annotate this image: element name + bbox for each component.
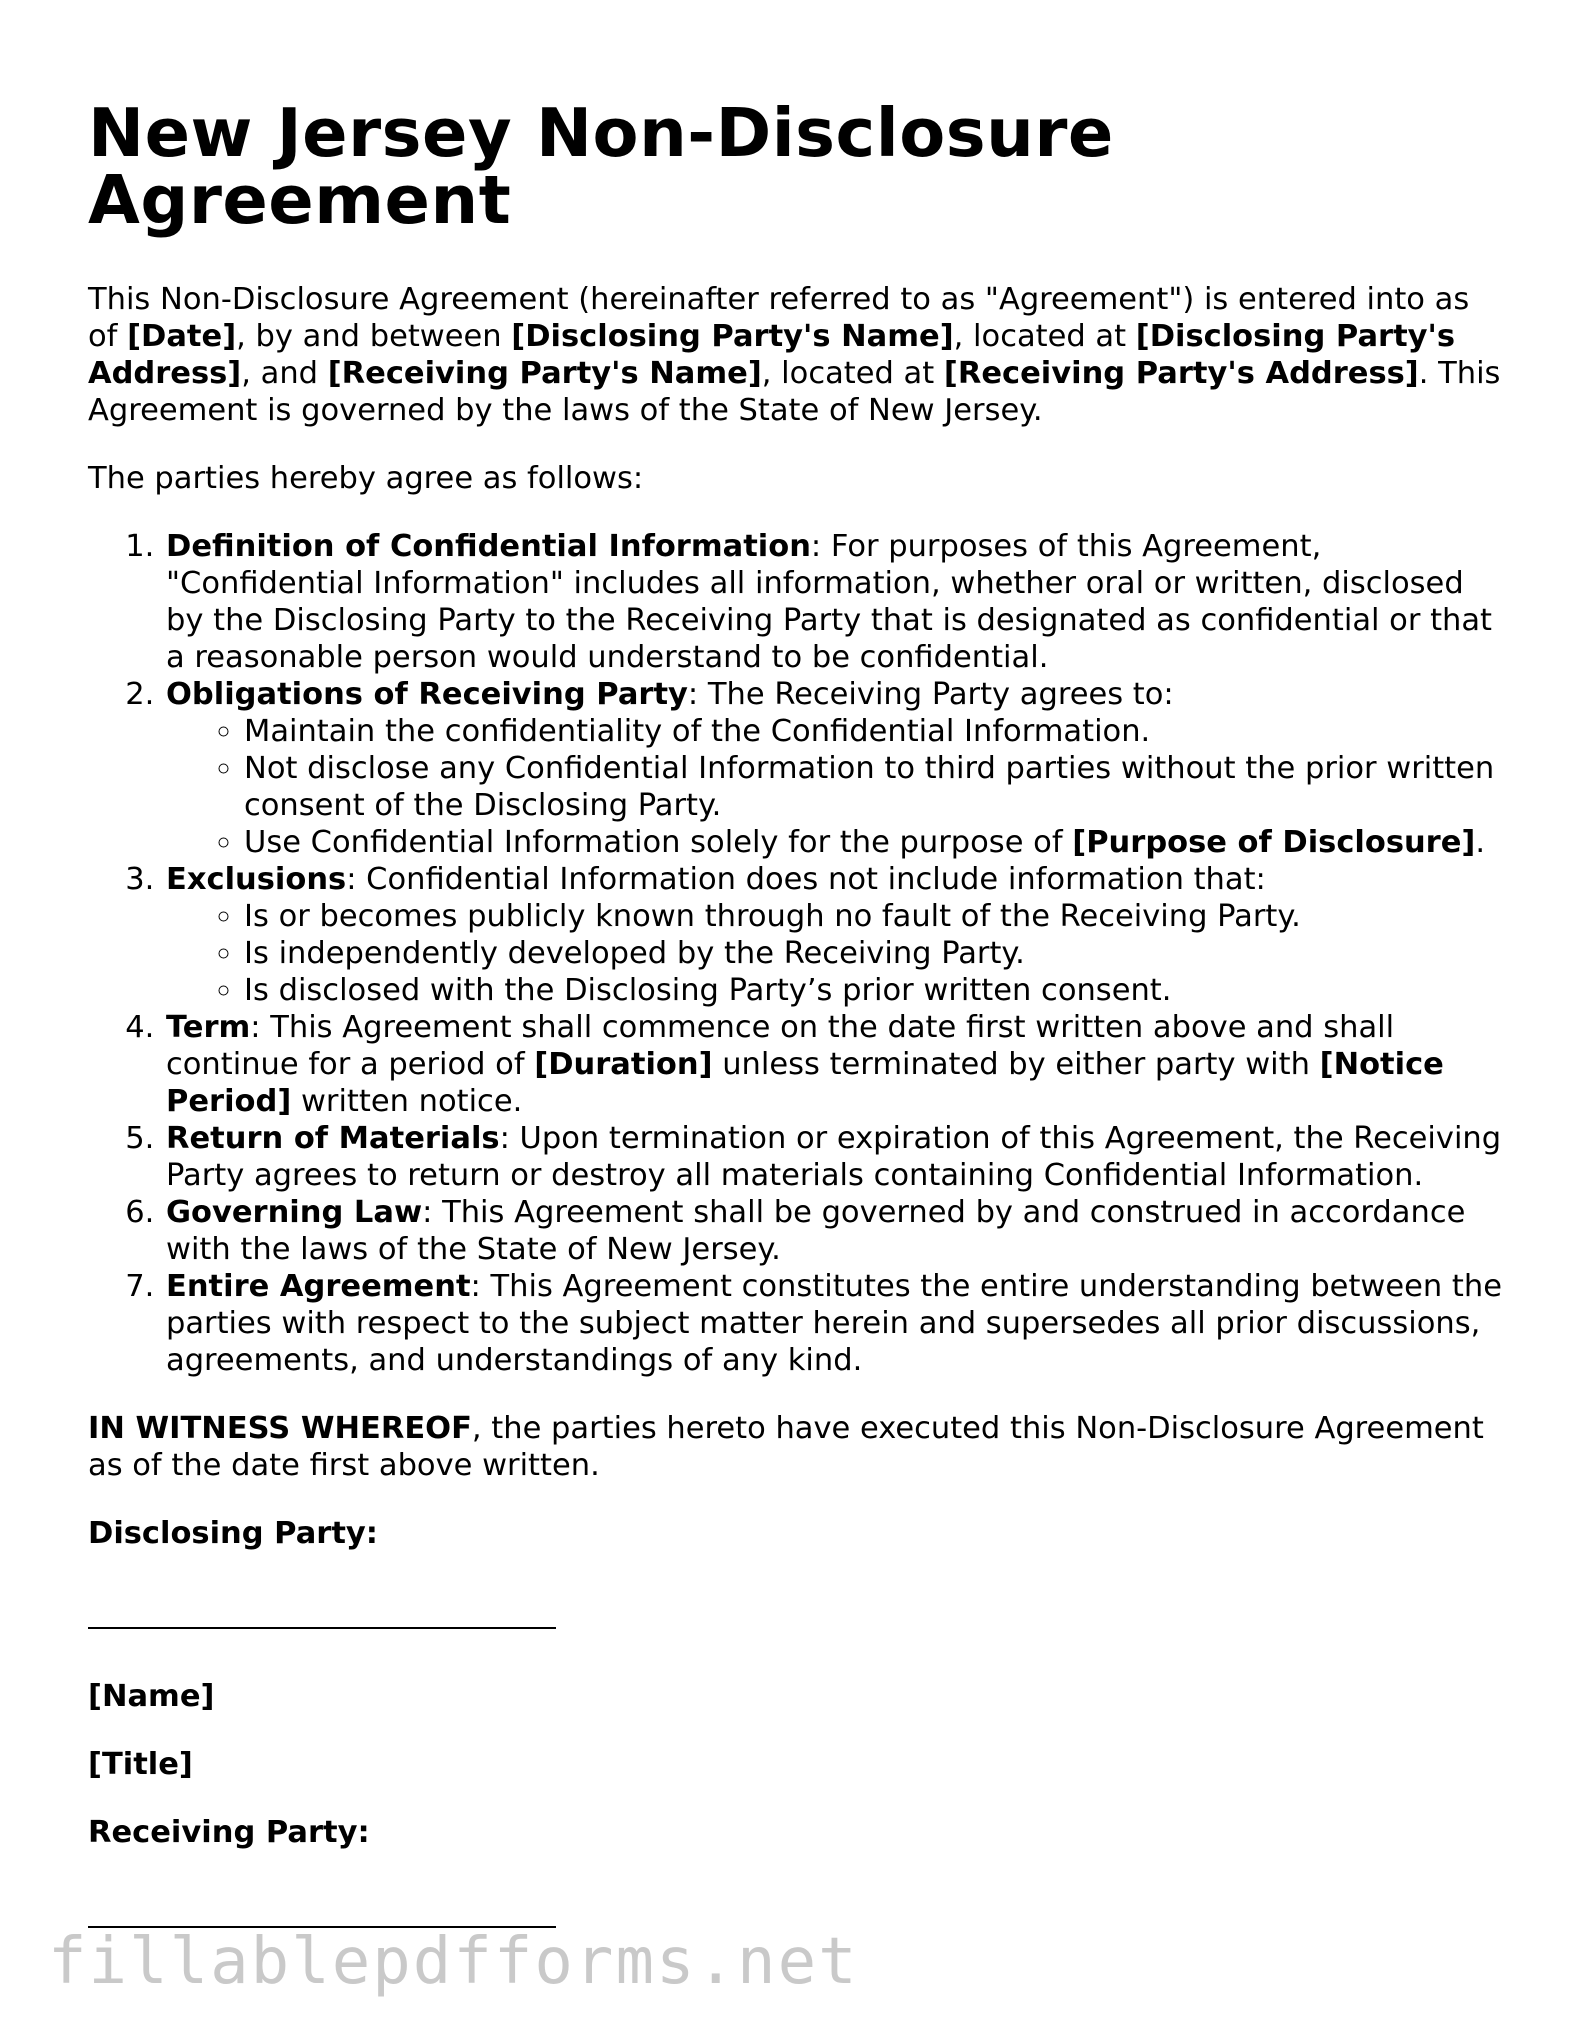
intro-text: , located at — [953, 319, 1136, 354]
clause-heading: Exclusions — [166, 862, 347, 897]
purpose-field: [Purpose of Disclosure] — [1072, 825, 1476, 860]
clause-text: : This Agreement shall commence on the date first written above and shall continue for a period of — [166, 1010, 1395, 1082]
field-text: [Name] — [88, 1679, 215, 1714]
list-item — [244, 824, 1508, 861]
clause-entire-agreement — [164, 1268, 1508, 1379]
clause-definition — [164, 528, 1508, 676]
list-item: ◦ Is disclosed with the Disclosing Party’s prior written consent. — [244, 972, 1508, 1009]
notice-period-field: [Notice Period] — [166, 1047, 1444, 1119]
clause-return-materials — [164, 1120, 1508, 1194]
duration-field: [Duration] — [534, 1047, 713, 1082]
disclosing-address-field: [Disclosing Party's Address] — [88, 319, 1456, 391]
document-title: New Jersey Non-Disclosure Agreement — [88, 94, 1114, 239]
clause-heading: Entire Agreement — [166, 1269, 471, 1304]
exclusions-list — [166, 898, 1508, 1009]
witness-text: , the parties hereto have executed this Non-Disclosure Agreement as of the date first above written. — [88, 1411, 1484, 1483]
list-item-text: Use Confidential Information solely for the purpose of — [244, 825, 1073, 860]
disclosing-name-field: [Disclosing Party's Name] — [511, 319, 954, 354]
clause-governing-law — [164, 1194, 1508, 1268]
receiving-address-field: [Receiving Party's Address] — [943, 356, 1419, 391]
disclosing-party-label — [88, 1515, 1508, 1552]
intro-text: , located at — [761, 356, 944, 391]
clause-text: : Upon termination or expiration of this Agreement, the Receiving Party agrees to return or destroy all materials containing Confidential Information. — [166, 1121, 1502, 1193]
disclosing-signature-line[interactable] — [88, 1627, 556, 1629]
date-field: [Date] — [127, 319, 237, 354]
clause-heading: Obligations of Receiving Party — [166, 677, 688, 712]
title-field[interactable] — [88, 1746, 1508, 1783]
label-text: Disclosing Party: — [88, 1516, 379, 1551]
witness-paragraph — [88, 1410, 1508, 1484]
clause-heading: Term — [166, 1010, 251, 1045]
clause-text: : Confidential Information does not include information that: — [346, 862, 1266, 897]
watermark: fillablepdfforms.net — [48, 1925, 859, 1999]
intro-text: . This Agreement is governed by the laws of the State of New Jersey. — [88, 356, 1501, 428]
clause-list — [88, 528, 1508, 1379]
signature-space — [88, 1583, 1508, 1627]
intro-text: This Non-Disclosure Agreement (hereinafter referred to as "Agreement") is entered into as of — [88, 282, 1470, 354]
clause-text: : This Agreement constitutes the entire understanding between the parties with respect to the subject matter herein and supersedes all prior discussions, agreements, and understandings of any kind. — [166, 1269, 1502, 1378]
intro-paragraph — [88, 281, 1508, 429]
clause-text: : The Receiving Party agrees to: — [687, 677, 1174, 712]
list-item: ◦ Not disclose any Confidential Information to third parties without the prior written consent of the Disclosing Party. — [244, 750, 1508, 824]
agree-line: The parties hereby agree as follows: — [88, 461, 644, 496]
clause-heading: Definition of Confidential Information — [166, 529, 811, 564]
clause-term — [164, 1009, 1508, 1120]
name-field[interactable] — [88, 1678, 1508, 1715]
witness-heading: IN WITNESS WHEREOF — [88, 1411, 472, 1446]
clause-text: written notice. — [291, 1084, 523, 1119]
clause-obligations — [164, 676, 1508, 861]
list-item: ◦ Is independently developed by the Receiving Party. — [244, 935, 1508, 972]
document-page — [88, 94, 1508, 1977]
receiving-name-field: [Receiving Party's Name] — [327, 356, 762, 391]
signature-space — [88, 1882, 1508, 1926]
field-text: [Title] — [88, 1747, 193, 1782]
clause-heading: Return of Materials — [166, 1121, 500, 1156]
intro-text: , by and between — [236, 319, 512, 354]
clause-text: unless terminated by either party with — [712, 1047, 1320, 1082]
list-item-text: . — [1475, 825, 1486, 860]
clause-heading: Governing Law — [166, 1195, 423, 1230]
label-text: Receiving Party: — [88, 1815, 370, 1850]
clause-text: : This Agreement shall be governed by and construed in accordance with the laws of the State of New Jersey. — [166, 1195, 1466, 1267]
clause-exclusions — [164, 861, 1508, 1009]
list-item: ◦ Maintain the confidentiality of the Confidential Information. — [244, 713, 1508, 750]
intro-text: , and — [241, 356, 328, 391]
receiving-party-label — [88, 1814, 1508, 1851]
list-item: ◦ Is or becomes publicly known through no fault of the Receiving Party. — [244, 898, 1508, 935]
clause-text: : For purposes of this Agreement, "Confidential Information" includes all information, whether oral or written, disclosed by the Disclosing Party to the Receiving Party that is designated as confidential or that a reasonable person would understand to be confidential. — [166, 529, 1493, 675]
obligations-list — [166, 713, 1508, 861]
